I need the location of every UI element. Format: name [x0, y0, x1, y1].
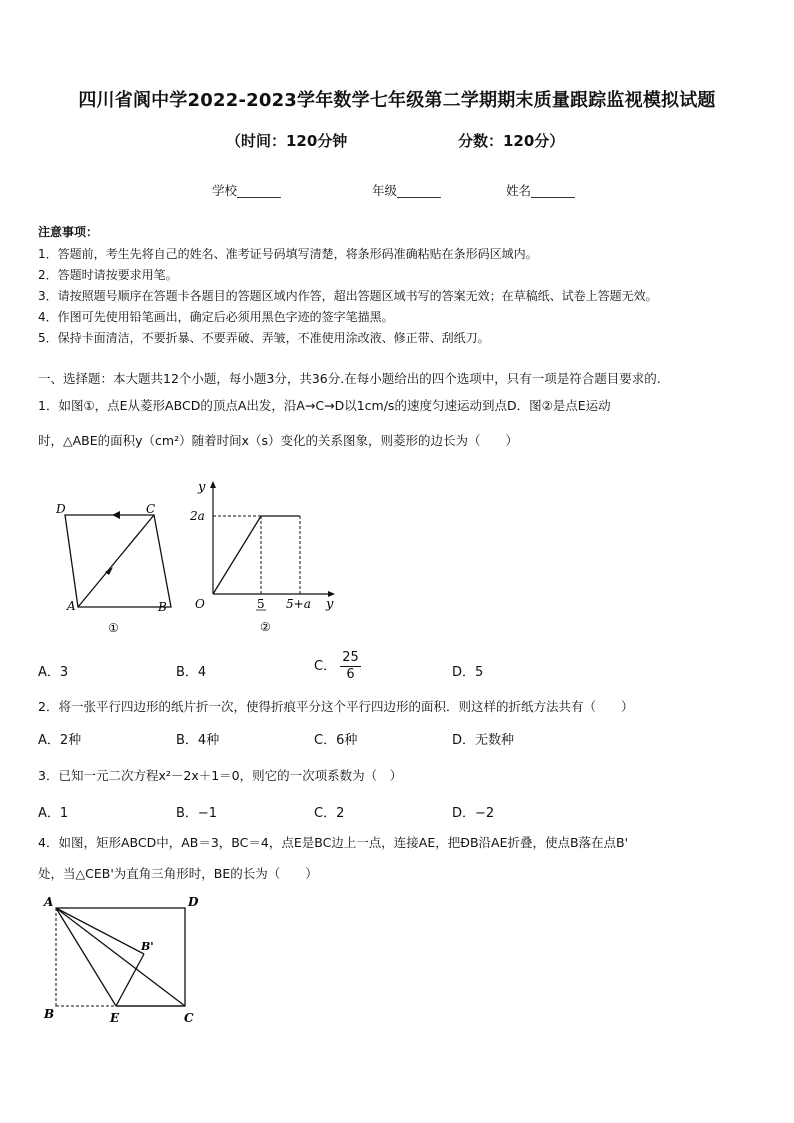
- tick-5-plus-a: 5+a: [286, 597, 311, 611]
- name-field: 姓名_______: [506, 183, 575, 198]
- q2-option-a[interactable]: A．2种: [38, 733, 82, 748]
- q1-graph-figure: [188, 474, 348, 639]
- q3-stem: 3．已知一元二次方程x²－2x＋1＝0，则它的一次项系数为（ ）: [38, 768, 403, 783]
- exam-time: （时间：120分钟: [226, 132, 348, 150]
- q1-line1: 1．如图①，点E从菱形ABCD的顶点A出发，沿A→C→D以1cm/s的速度匀速运动到点D．图②是点E运动: [38, 398, 611, 413]
- label-C: C: [146, 502, 156, 516]
- note-item: 1．答题前，考生先将自己的姓名、准考证号码填写清楚，将条形码准确粘贴在条形码区域内。: [38, 247, 538, 261]
- q1-option-a[interactable]: A．3: [38, 665, 69, 680]
- q1-option-c[interactable]: [314, 650, 361, 683]
- q4-rectangle-figure: [38, 890, 208, 1030]
- section-heading: 一、选择题：本大题共12个小题，每小题3分，共36分.在每小题给出的四个选项中，只有一项是符合题目要求的.: [38, 371, 661, 386]
- q1-option-c-prefix: C．: [314, 659, 337, 674]
- label-E: E: [110, 1011, 120, 1025]
- q1-option-c-fraction: [340, 650, 361, 683]
- notes-heading: 注意事项：: [38, 225, 99, 239]
- q3-option-d[interactable]: D．−2: [452, 806, 495, 821]
- fraction-numerator: 25: [342, 650, 359, 665]
- figure-caption-1: ①: [108, 621, 119, 635]
- note-item: 3．请按照题号顺序在答题卡各题目的答题区域内作答，超出答题区域书写的答案无效；在草稿纸、试卷上答题无效。: [38, 289, 658, 303]
- school-field: 学校_______: [212, 183, 281, 198]
- q4-line2: 处，当△CEB'为直角三角形时，BE的长为（ ）: [38, 866, 318, 881]
- q1-line2: 时，△ABE的面积y（cm²）随着时间x（s）变化的关系图象，则菱形的边长为（ ）: [38, 433, 519, 448]
- figure-caption-2: ②: [260, 620, 271, 634]
- note-item: 5．保持卡面清洁，不要折暴、不要弄破、弄皱，不准使用涂改液、修正带、刮纸刀。: [38, 331, 490, 345]
- q1-option-d[interactable]: D．5: [452, 665, 484, 680]
- label-B: B: [158, 600, 167, 614]
- note-item: 2．答题时请按要求用笔。: [38, 268, 178, 282]
- tick-5: 5: [257, 597, 265, 611]
- q4-line1: 4．如图，矩形ABCD中，AB＝3，BC＝4，点E是BC边上一点，连接AE，把ÐB沿AE折叠，使点B落在点B': [38, 835, 629, 850]
- q1-option-b[interactable]: B．4: [176, 665, 207, 680]
- q3-option-b[interactable]: B．−1: [176, 806, 218, 821]
- q3-option-a[interactable]: A．1: [38, 806, 69, 821]
- label-D: D: [56, 502, 66, 516]
- exam-title: 四川省阆中学2022-2023学年数学七年级第二学期期末质量跟踪监视模拟试题: [78, 90, 716, 111]
- label-B-prime: B': [141, 940, 154, 953]
- label-B: B: [44, 1007, 55, 1021]
- label-A: A: [67, 599, 76, 613]
- origin-label: O: [195, 597, 205, 611]
- axis-x-label: y: [326, 597, 334, 612]
- fraction-denominator: 6: [346, 667, 355, 682]
- axis-y-label: y: [198, 480, 206, 495]
- q2-option-c[interactable]: C．6种: [314, 733, 358, 748]
- note-item: 4．作图可先使用铅笔画出，确定后必须用黑色字迹的签字笔描黑。: [38, 310, 394, 324]
- grade-field: 年级_______: [372, 183, 441, 198]
- label-D: D: [188, 895, 199, 909]
- q2-stem: 2．将一张平行四边形的纸片折一次，使得折痕平分这个平行四边形的面积．则这样的折纸方法共有（ ）: [38, 699, 634, 714]
- exam-score: 分数：120分）: [458, 132, 565, 150]
- label-C: C: [184, 1011, 194, 1025]
- q1-rhombus-figure: [48, 495, 178, 640]
- label-A: A: [44, 895, 54, 909]
- q2-option-d[interactable]: D．无数种: [452, 733, 515, 748]
- q3-option-c[interactable]: C．2: [314, 806, 345, 821]
- q2-option-b[interactable]: B．4种: [176, 733, 220, 748]
- tick-2a: 2a: [190, 509, 205, 523]
